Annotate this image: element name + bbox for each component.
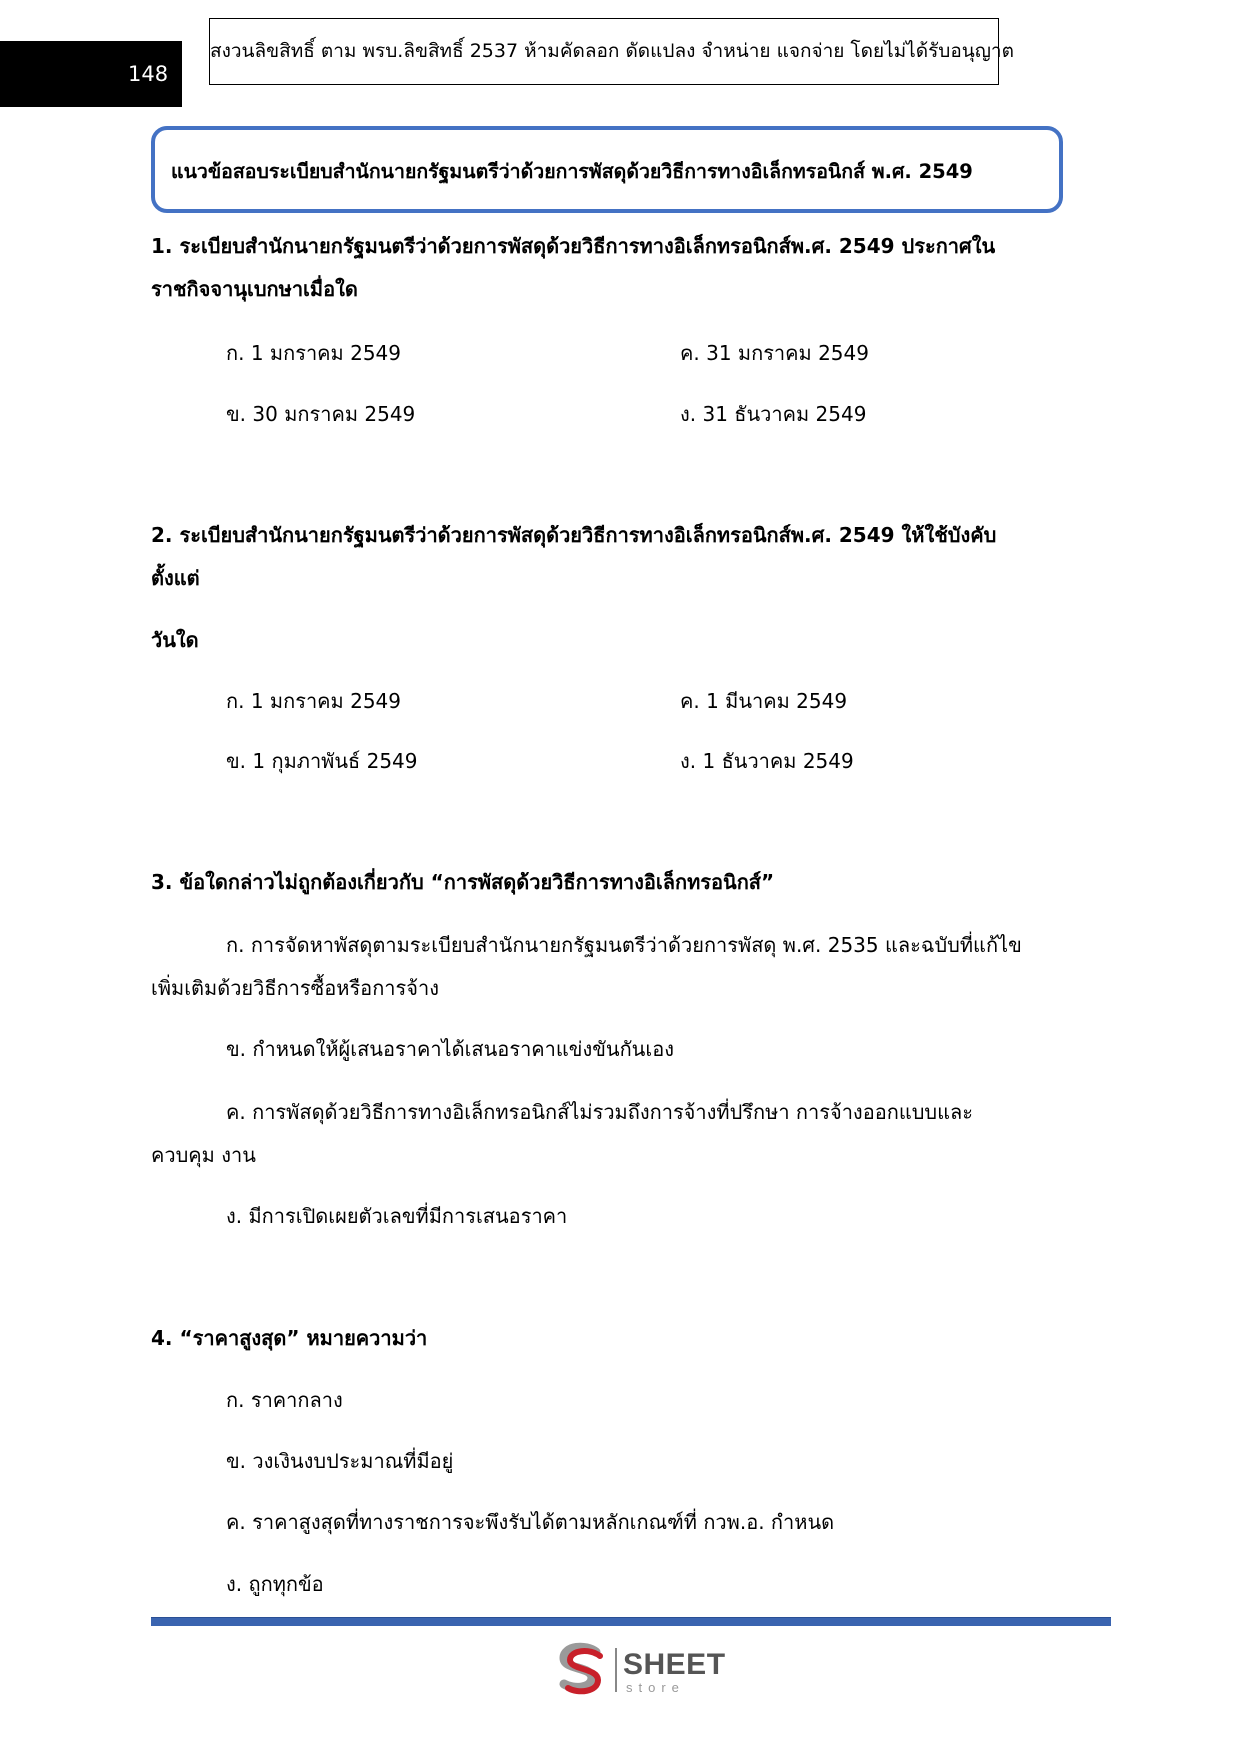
question-4-option-d: ง. ถูกทุกข้อ — [226, 1572, 324, 1596]
question-2-option-b: ข. 1 กุมภาพันธ์ 2549 — [226, 749, 418, 773]
question-1-option-d: ง. 31 ธันวาคม 2549 — [680, 402, 867, 426]
question-3-option-a: ก. การจัดหาพัสดุตามระเบียบสำนักนายกรัฐมนตรีว่าด้วยการพัสดุ พ.ศ. 2535 และฉบับที่แก้ไข — [226, 933, 1022, 957]
question-2-line-1: 2. ระเบียบสำนักนายกรัฐมนตรีว่าด้วยการพัสดุด้วยวิธีการทางอิเล็กทรอนิกส์พ.ศ. 2549 ให้ใช้บังคับ — [151, 523, 997, 547]
question-3-option-a-cont: เพิ่มเติมด้วยวิธีการซื้อหรือการจ้าง — [151, 976, 439, 1000]
question-1-line-2: ราชกิจจานุเบกษาเมื่อใด — [151, 277, 358, 301]
question-1-option-a: ก. 1 มกราคม 2549 — [226, 341, 401, 365]
question-3-line-1: 3. ข้อใดกล่าวไม่ถูกต้องเกี่ยวกับ “การพัสดุด้วยวิธีการทางอิเล็กทรอนิกส์” — [151, 870, 775, 894]
logo-subtext: store — [626, 1680, 685, 1695]
question-4-option-a: ก. ราคากลาง — [226, 1388, 343, 1412]
question-1-line-1: 1. ระเบียบสำนักนายกรัฐมนตรีว่าด้วยการพัสดุด้วยวิธีการทางอิเล็กทรอนิกส์พ.ศ. 2549 ประกาศใน — [151, 234, 996, 258]
sheet-store-logo — [556, 1640, 736, 1698]
question-3-option-d: ง. มีการเปิดเผยตัวเลขที่มีการเสนอราคา — [226, 1204, 568, 1228]
logo-separator — [615, 1648, 617, 1692]
question-4-line-1: 4. “ราคาสูงสุด” หมายความว่า — [151, 1326, 428, 1350]
page-number: 148 — [128, 62, 169, 86]
question-3-option-b: ข. กำหนดให้ผู้เสนอราคาได้เสนอราคาแข่งขันกันเอง — [226, 1037, 674, 1061]
question-2-option-d: ง. 1 ธันวาคม 2549 — [680, 749, 854, 773]
copyright-notice: สงวนลิขสิทธิ์ ตาม พรบ.ลิขสิทธิ์ 2537 ห้ามคัดลอก ดัดแปลง จำหน่าย แจกจ่าย โดยไม่ได้รับอนุญาต — [209, 18, 999, 85]
question-4-option-b: ข. วงเงินงบประมาณที่มีอยู่ — [226, 1449, 454, 1473]
question-3-option-c-cont: ควบคุม งาน — [151, 1143, 256, 1167]
title-box — [151, 126, 1063, 213]
footer-divider — [151, 1617, 1111, 1626]
question-4-option-c: ค. ราคาสูงสุดที่ทางราชการจะพึงรับได้ตามหลักเกณฑ์ที่ กวพ.อ. กำหนด — [226, 1510, 835, 1534]
question-2-line-3: วันใด — [151, 628, 199, 652]
page-number-tab — [0, 41, 182, 107]
sheet-store-s-logo-icon — [556, 1642, 608, 1698]
page-title: แนวข้อสอบระเบียบสำนักนายกรัฐมนตรีว่าด้วยการพัสดุด้วยวิธีการทางอิเล็กทรอนิกส์ พ.ศ. 2549 — [171, 160, 973, 183]
question-2-option-a: ก. 1 มกราคม 2549 — [226, 689, 401, 713]
question-1-option-b: ข. 30 มกราคม 2549 — [226, 402, 416, 426]
question-1-option-c: ค. 31 มกราคม 2549 — [680, 341, 869, 365]
question-2-line-2: ตั้งแต่ — [151, 566, 200, 590]
logo-text: SHEET — [623, 1648, 726, 1681]
question-2-option-c: ค. 1 มีนาคม 2549 — [680, 689, 848, 713]
question-3-option-c: ค. การพัสดุด้วยวิธีการทางอิเล็กทรอนิกส์ไม่รวมถึงการจ้างที่ปรึกษา การจ้างออกแบบและ — [226, 1100, 974, 1124]
